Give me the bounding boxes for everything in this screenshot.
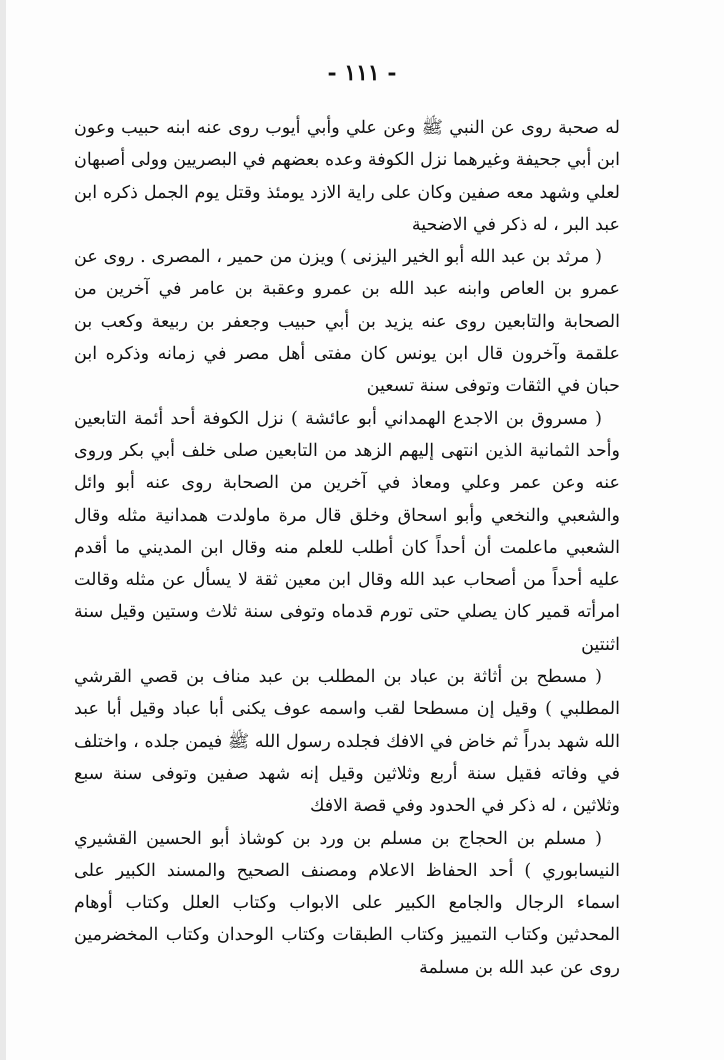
page-left-edge	[0, 0, 6, 1060]
paragraph-mistah	[74, 661, 620, 822]
page-number: - ١١١ -	[327, 60, 397, 86]
page-body	[74, 112, 620, 984]
paragraph-text: ( مرثد بن عبد الله أبو الخير اليزنى ) ويزن من حمير ، المصرى . روى عن عمرو بن العاص وابنه عبد الله بن عمرو وعقبة بن عامر في آخرين من الصحابة والتابعين روى عنه يزيد بن أبي حبيب وجعفر بن ربيعة وكعب بن علقمة وآخرون قال ابن يونس كان مفتى أهل مصر في زمانه وذكره ابن حبان في الثقات وتوفى سنة تسعين	[74, 247, 620, 397]
paragraph-muslim	[74, 823, 620, 984]
paragraph-masruq	[74, 403, 620, 661]
paragraph-text: ( مسروق بن الاجدع الهمداني أبو عائشة ) نزل الكوفة أحد أئمة التابعين وأحد الثمانية الذين انتهى إليهم الزهد من التابعين صلى خلف أبي بكر وروى عنه وعن عمر وعلي ومعاذ في آخرين من الصحابة روى عنه أبو وائل والشعبي والنخعي وأبو اسحاق وخلق قال مرة ماولدت همدانية مثله وقال الشعبي ماعلمت أن أحداً كان أطلب للعلم منه وقال ابن المديني ما أقدم عليه أحداً من أصحاب عبد الله وقال ابن معين ثقة لا يسأل عن مثله وقالت امرأته قمير كان يصلي حتى تورم قدماه وتوفى سنة ثلاث وستين وقيل سنة اثنتين	[74, 408, 620, 655]
paragraph-mikhnaf-continuation: له صحبة روى عن النبي ﷺ وعن علي وأبي أيوب روى عنه ابنه حبيب وعون ابن أبي جحيفة وغيرهما نزل الكوفة وعده بعضهم في البصريين وولى أصبهان لعلي وشهد معه صفين وكان على راية الازد يومئذ وقتل يوم الجمل ذكره ابن عبد البر ، له ذكر في الاضحية	[74, 118, 620, 235]
paragraph-text: ( مسلم بن الحجاج بن مسلم بن ورد بن كوشاذ أبو الحسين القشيري النيسابوري ) أحد الحفاظ الاعلام ومصنف الصحيح والمسند الكبير على اسماء الرجال والجامع الكبير على الابواب وكتاب العلل وكتاب أوهام المحدثين وكتاب التمييز وكتاب الطبقات وكتاب الوحدان وكتاب المخضرمين روى عن عبد الله بن مسلمة	[74, 828, 620, 978]
paragraph-text: ( مسطح بن أثاثة بن عباد بن المطلب بن عبد مناف بن قصي القرشي المطلبي ) وقيل إن مسطحا لقب واسمه عوف يكنى أبا عباد وقيل أبا عبد الله شهد بدراً ثم خاض في الافك فجلده رسول الله ﷺ فيمن جلده ، واختلف في وفاته فقيل سنة أربع وثلاثين وقيل إنه شهد صفين وتوفى سنة سبع وثلاثين ، له ذكر في الحدود وفي قصة الافك	[74, 667, 620, 817]
paragraph-marthad	[74, 241, 620, 402]
